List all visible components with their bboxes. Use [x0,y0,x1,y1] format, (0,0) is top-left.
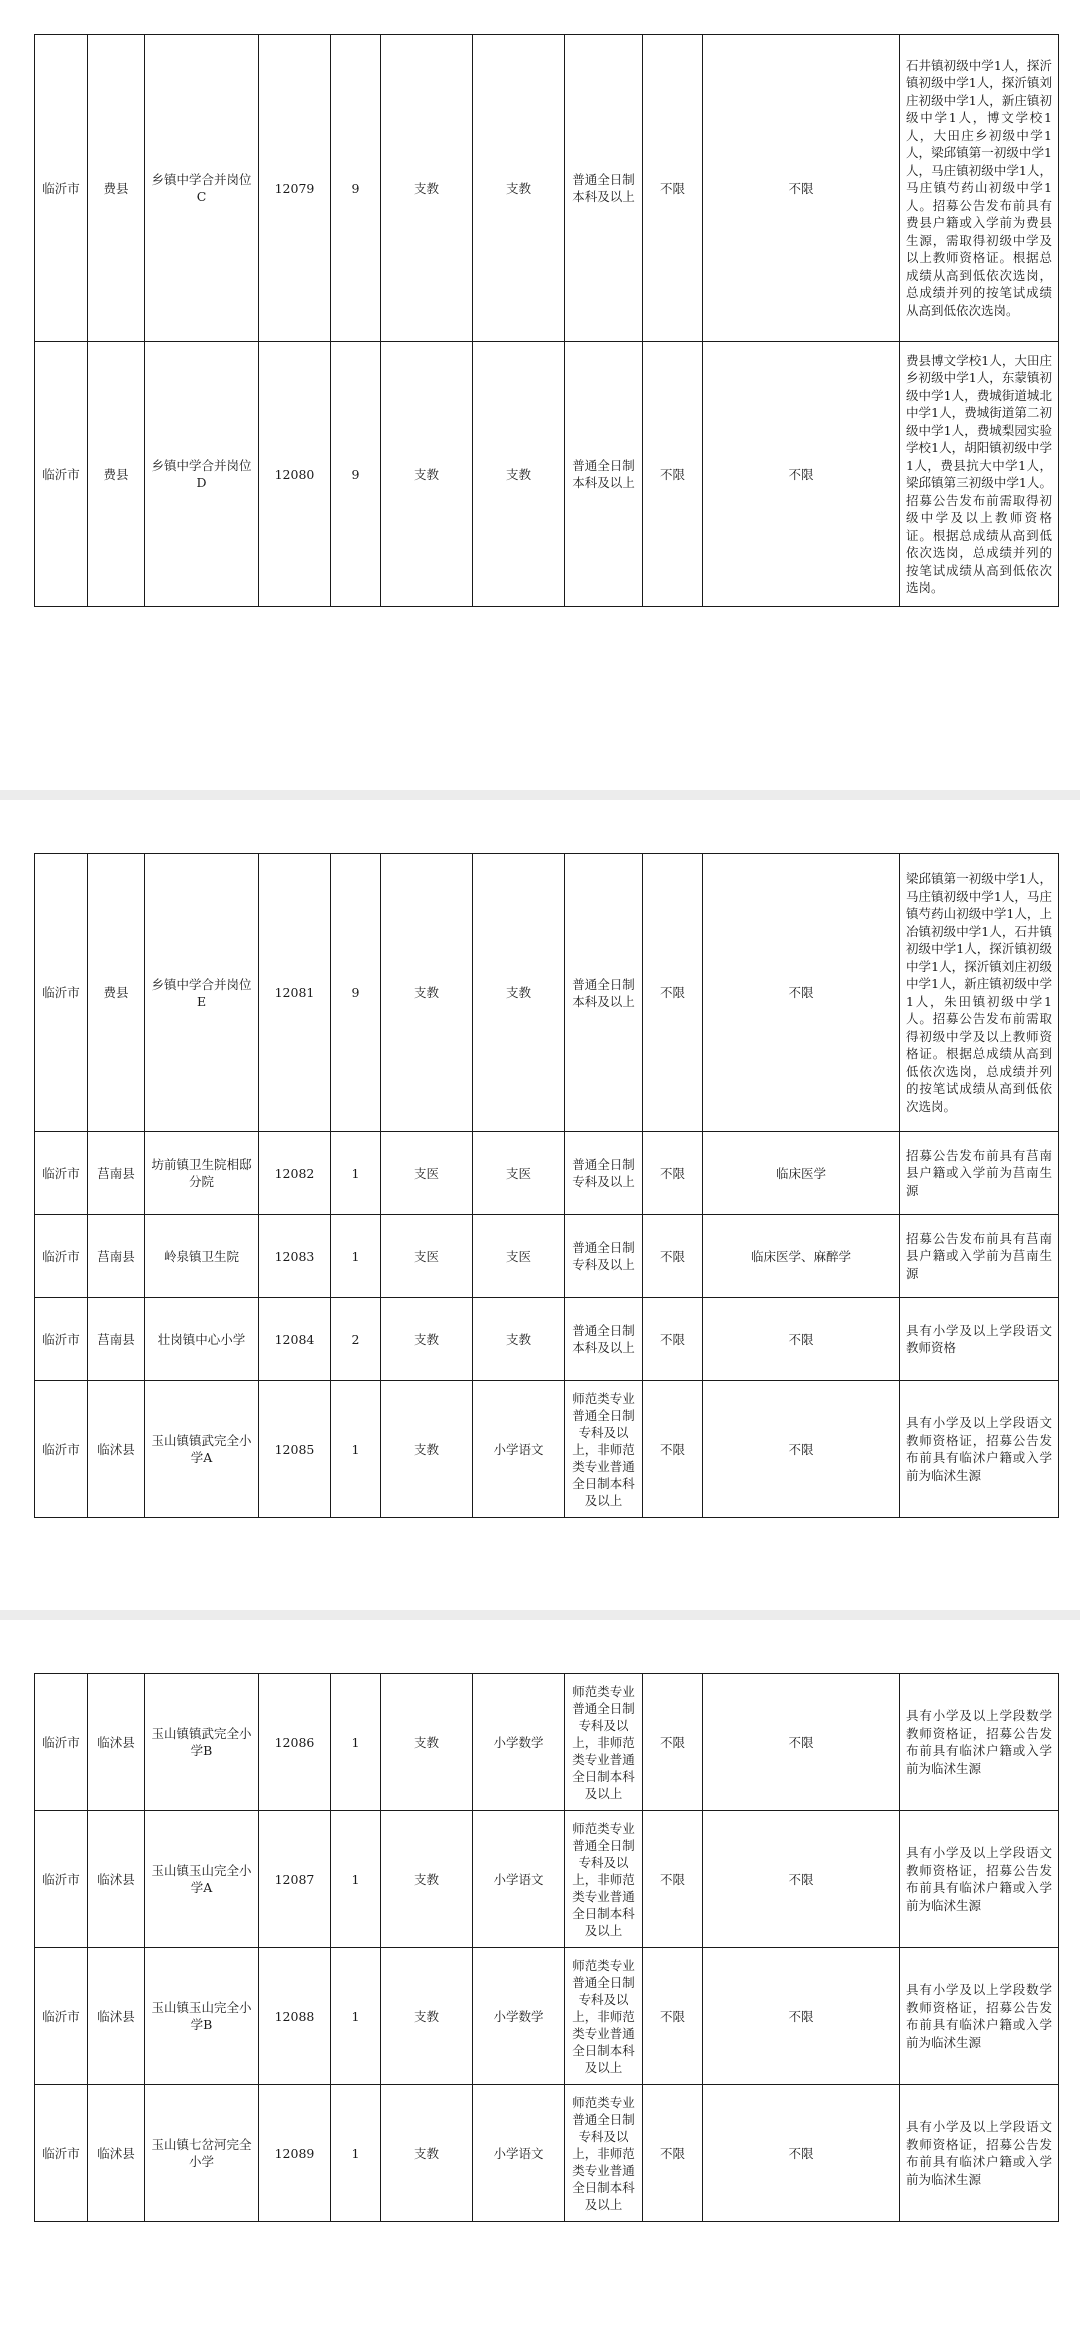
education-cell: 师范类专业普通全日制专科及以上，非师范类专业普通全日制本科及以上 [565,1811,643,1948]
code-cell: 12082 [259,1132,331,1215]
degree-cell: 不限 [643,1811,703,1948]
count-cell: 1 [331,1811,381,1948]
type-cell: 支教 [381,1948,473,2085]
post-cell: 小学语文 [473,2085,565,2222]
post-cell: 小学语文 [473,1811,565,1948]
degree-cell: 不限 [643,1215,703,1298]
recruitment-table-1 [34,34,1059,607]
code-cell: 12084 [259,1298,331,1381]
note-cell: 石井镇初级中学1人，探沂镇初级中学1人，探沂镇刘庄初级中学1人，新庄镇初级中学1人，博文学校1人，大田庄乡初级中学1人，梁邱镇第一初级中学1人，马庄镇初级中学1人，马庄镇芍药山初级中学1人。招募公告发布前具有费县户籍或入学前为费县生源，需取得初级中学及以上教师资格证。根据总成绩从高到低依次选岗，总成绩并列的按笔试成绩从高到低依次选岗。 [900,35,1059,342]
code-cell: 12080 [259,342,331,607]
unit-cell: 玉山镇七岔河完全小学 [145,2085,259,2222]
unit-cell: 乡镇中学合并岗位D [145,342,259,607]
document-page-3 [0,1620,1080,2340]
count-cell: 1 [331,1948,381,2085]
note-cell: 具有小学及以上学段语文教师资格证，招募公告发布前具有临沭户籍或入学前为临沭生源 [900,2085,1059,2222]
education-cell: 普通全日制本科及以上 [565,35,643,342]
count-cell: 2 [331,1298,381,1381]
post-cell: 支医 [473,1215,565,1298]
city-cell: 临沂市 [35,35,88,342]
city-cell: 临沂市 [35,1381,88,1518]
post-cell: 支医 [473,1132,565,1215]
county-cell: 临沭县 [88,1381,145,1518]
education-cell: 师范类专业普通全日制专科及以上，非师范类专业普通全日制本科及以上 [565,1381,643,1518]
post-cell: 支教 [473,35,565,342]
document-page-1 [0,0,1080,790]
degree-cell: 不限 [643,1298,703,1381]
table-row [35,1948,1059,2085]
county-cell: 临沭县 [88,1948,145,2085]
unit-cell: 玉山镇玉山完全小学A [145,1811,259,1948]
post-cell: 支教 [473,342,565,607]
post-cell: 小学数学 [473,1948,565,2085]
degree-cell: 不限 [643,854,703,1132]
type-cell: 支教 [381,2085,473,2222]
county-cell: 莒南县 [88,1298,145,1381]
post-cell: 支教 [473,1298,565,1381]
table-row [35,2085,1059,2222]
city-cell: 临沂市 [35,1948,88,2085]
county-cell: 临沭县 [88,1811,145,1948]
county-cell: 莒南县 [88,1215,145,1298]
page-divider [0,1610,1080,1620]
code-cell: 12088 [259,1948,331,2085]
table-row [35,1811,1059,1948]
unit-cell: 玉山镇玉山完全小学B [145,1948,259,2085]
note-cell: 具有小学及以上学段语文教师资格 [900,1298,1059,1381]
major-cell: 临床医学、麻醉学 [703,1215,900,1298]
recruitment-table-2 [34,853,1059,1518]
unit-cell: 玉山镇镇武完全小学B [145,1674,259,1811]
code-cell: 12081 [259,854,331,1132]
degree-cell: 不限 [643,1674,703,1811]
degree-cell: 不限 [643,1381,703,1518]
unit-cell: 乡镇中学合并岗位C [145,35,259,342]
city-cell: 临沂市 [35,2085,88,2222]
count-cell: 1 [331,1215,381,1298]
code-cell: 12079 [259,35,331,342]
unit-cell: 坊前镇卫生院相邸分院 [145,1132,259,1215]
note-cell: 梁邱镇第一初级中学1人，马庄镇初级中学1人，马庄镇芍药山初级中学1人，上冶镇初级中学1人，石井镇初级中学1人，探沂镇初级中学1人，探沂镇刘庄初级中学1人，新庄镇初级中学1人，朱田镇初级中学1人。招募公告发布前需取得初级中学及以上教师资格证。根据总成绩从高到低依次选岗，总成绩并列的按笔试成绩从高到低依次选岗。 [900,854,1059,1132]
type-cell: 支医 [381,1132,473,1215]
table-row [35,1132,1059,1215]
degree-cell: 不限 [643,1132,703,1215]
count-cell: 1 [331,1381,381,1518]
type-cell: 支教 [381,1298,473,1381]
code-cell: 12086 [259,1674,331,1811]
note-cell: 具有小学及以上学段数学教师资格证，招募公告发布前具有临沭户籍或入学前为临沭生源 [900,1674,1059,1811]
major-cell: 不限 [703,35,900,342]
document-page-2 [0,800,1080,1610]
city-cell: 临沂市 [35,1674,88,1811]
table-row [35,342,1059,607]
type-cell: 支教 [381,1674,473,1811]
major-cell: 不限 [703,1381,900,1518]
count-cell: 9 [331,342,381,607]
major-cell: 不限 [703,1298,900,1381]
unit-cell: 乡镇中学合并岗位E [145,854,259,1132]
note-cell: 费县博文学校1人，大田庄乡初级中学1人，东蒙镇初级中学1人，费城街道城北中学1人，费城街道第二初级中学1人，费城梨园实验学校1人，胡阳镇初级中学1人，费县抗大中学1人，梁邱镇第三初级中学1人。招募公告发布前需取得初级中学及以上教师资格证。根据总成绩从高到低依次选岗，总成绩并列的按笔试成绩从高到低依次选岗。 [900,342,1059,607]
city-cell: 临沂市 [35,1215,88,1298]
degree-cell: 不限 [643,342,703,607]
type-cell: 支教 [381,342,473,607]
degree-cell: 不限 [643,35,703,342]
city-cell: 临沂市 [35,1811,88,1948]
city-cell: 临沂市 [35,342,88,607]
city-cell: 临沂市 [35,1132,88,1215]
table-row [35,35,1059,342]
unit-cell: 玉山镇镇武完全小学A [145,1381,259,1518]
post-cell: 小学语文 [473,1381,565,1518]
major-cell: 不限 [703,1674,900,1811]
count-cell: 9 [331,854,381,1132]
county-cell: 临沭县 [88,1674,145,1811]
county-cell: 费县 [88,854,145,1132]
county-cell: 莒南县 [88,1132,145,1215]
note-cell: 具有小学及以上学段语文教师资格证，招募公告发布前具有临沭户籍或入学前为临沭生源 [900,1811,1059,1948]
education-cell: 普通全日制专科及以上 [565,1215,643,1298]
note-cell: 具有小学及以上学段语文教师资格证，招募公告发布前具有临沭户籍或入学前为临沭生源 [900,1381,1059,1518]
degree-cell: 不限 [643,2085,703,2222]
table-row [35,1298,1059,1381]
recruitment-table-3 [34,1673,1059,2222]
education-cell: 师范类专业普通全日制专科及以上，非师范类专业普通全日制本科及以上 [565,2085,643,2222]
major-cell: 不限 [703,342,900,607]
count-cell: 1 [331,1132,381,1215]
note-cell: 具有小学及以上学段数学教师资格证，招募公告发布前具有临沭户籍或入学前为临沭生源 [900,1948,1059,2085]
education-cell: 普通全日制本科及以上 [565,854,643,1132]
county-cell: 临沭县 [88,2085,145,2222]
major-cell: 不限 [703,2085,900,2222]
code-cell: 12087 [259,1811,331,1948]
table-row [35,1674,1059,1811]
page-divider [0,790,1080,800]
count-cell: 9 [331,35,381,342]
type-cell: 支教 [381,1811,473,1948]
table-row [35,854,1059,1132]
code-cell: 12083 [259,1215,331,1298]
note-cell: 招募公告发布前具有莒南县户籍或入学前为莒南生源 [900,1215,1059,1298]
code-cell: 12089 [259,2085,331,2222]
type-cell: 支教 [381,35,473,342]
major-cell: 不限 [703,854,900,1132]
count-cell: 1 [331,2085,381,2222]
post-cell: 小学数学 [473,1674,565,1811]
major-cell: 不限 [703,1948,900,2085]
table-row [35,1215,1059,1298]
note-cell: 招募公告发布前具有莒南县户籍或入学前为莒南生源 [900,1132,1059,1215]
code-cell: 12085 [259,1381,331,1518]
county-cell: 费县 [88,342,145,607]
education-cell: 师范类专业普通全日制专科及以上，非师范类专业普通全日制本科及以上 [565,1674,643,1811]
type-cell: 支教 [381,854,473,1132]
type-cell: 支医 [381,1215,473,1298]
table-row [35,1381,1059,1518]
education-cell: 普通全日制本科及以上 [565,342,643,607]
county-cell: 费县 [88,35,145,342]
major-cell: 不限 [703,1811,900,1948]
education-cell: 普通全日制本科及以上 [565,1298,643,1381]
count-cell: 1 [331,1674,381,1811]
type-cell: 支教 [381,1381,473,1518]
major-cell: 临床医学 [703,1132,900,1215]
education-cell: 普通全日制专科及以上 [565,1132,643,1215]
education-cell: 师范类专业普通全日制专科及以上，非师范类专业普通全日制本科及以上 [565,1948,643,2085]
degree-cell: 不限 [643,1948,703,2085]
unit-cell: 壮岗镇中心小学 [145,1298,259,1381]
unit-cell: 岭泉镇卫生院 [145,1215,259,1298]
post-cell: 支教 [473,854,565,1132]
city-cell: 临沂市 [35,854,88,1132]
city-cell: 临沂市 [35,1298,88,1381]
